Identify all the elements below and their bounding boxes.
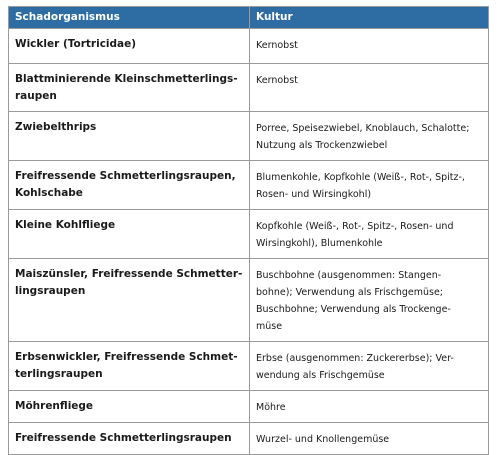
pest-cell (9, 259, 250, 342)
crop-text-line-2: wendung als Frischgemüse (256, 370, 385, 381)
header-schadorganismus: Schadorganismus (9, 7, 250, 29)
pest-text-line-2: terlingsraupen (15, 368, 103, 380)
crop-text-line-2: Nutzung als Trockenzwiebel (256, 140, 388, 151)
pest-crop-table-container (8, 6, 488, 455)
table-row (9, 29, 489, 64)
table-row (9, 64, 489, 112)
crop-cell: Wurzel- und Knollengemüse (250, 423, 489, 455)
pest-cell: Wickler (Tortricidae) (9, 29, 250, 64)
crop-text-line-1: Blumenkohle, Kopfkohle (Weiß-, Rot-, Spitz-, (256, 172, 465, 183)
crop-text-line-2: Wirsingkohl), Blumenkohle (256, 238, 383, 249)
crop-cell: Möhre (250, 391, 489, 423)
pest-cell: Freifressende Schmetterlingsraupen (9, 423, 250, 455)
pest-text-line-1: Erbsenwickler, Freifressende Schmet- (15, 351, 238, 363)
pest-cell (9, 161, 250, 210)
crop-cell: Kernobst (250, 64, 489, 112)
table-header-row (9, 7, 489, 29)
pest-text-line-2: raupen (15, 90, 57, 102)
pest-text-line-1: Maiszünsler, Freifressende Schmetter- (15, 268, 243, 280)
crop-cell (250, 259, 489, 342)
pest-cell: Möhrenfliege (9, 391, 250, 423)
pest-text-line-2: lingsraupen (15, 285, 86, 297)
crop-text-line-3: Buschbohne; Verwendung als Trockenge- (256, 304, 451, 315)
table-row (9, 210, 489, 259)
crop-cell (250, 112, 489, 161)
table-row (9, 423, 489, 455)
table-row (9, 161, 489, 210)
pest-text-line-1: Blattminierende Kleinschmetterlings- (15, 73, 238, 85)
pest-cell: Kleine Kohlfliege (9, 210, 250, 259)
crop-text-line-2: Rosen- und Wirsingkohl) (256, 189, 372, 200)
crop-text-line-1: Erbse (ausgenommen: Zuckererbse); Ver- (256, 353, 454, 364)
pest-text-line-1: Freifressende Schmetterlingsraupen, (15, 170, 236, 182)
crop-cell (250, 210, 489, 259)
crop-text-line-1: Kopfkohle (Weiß-, Rot-, Spitz-, Rosen- und (256, 221, 454, 232)
table-row (9, 112, 489, 161)
pest-text-line-2: Kohlschabe (15, 187, 83, 199)
table-row (9, 391, 489, 423)
crop-text-line-1: Porree, Speisezwiebel, Knoblauch, Schalotte; (256, 123, 470, 134)
table-row (9, 259, 489, 342)
crop-text-line-2: bohne); Verwendung als Frischgemüse; (256, 287, 444, 298)
crop-text-line-4: müse (256, 321, 283, 332)
pest-cell (9, 64, 250, 112)
crop-cell: Kernobst (250, 29, 489, 64)
crop-cell (250, 161, 489, 210)
pest-crop-table (8, 6, 489, 455)
table-row (9, 342, 489, 391)
pest-cell (9, 342, 250, 391)
pest-cell: Zwiebelthrips (9, 112, 250, 161)
crop-cell (250, 342, 489, 391)
crop-text-line-1: Buschbohne (ausgenommen: Stangen- (256, 270, 442, 281)
header-kultur: Kultur (250, 7, 489, 29)
